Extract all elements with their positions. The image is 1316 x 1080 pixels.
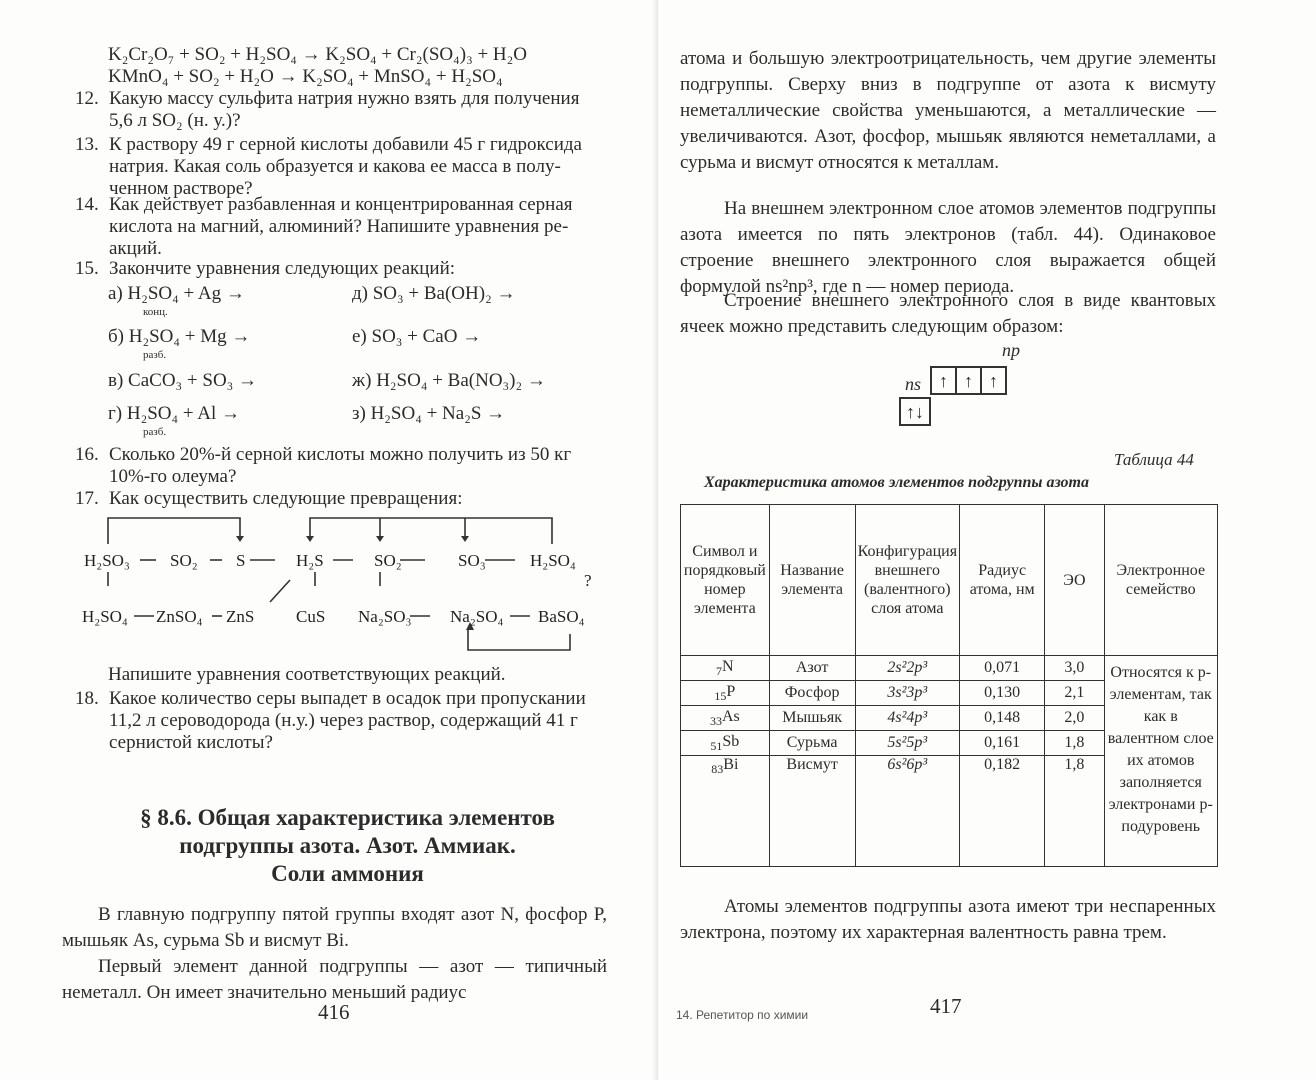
reaction-g: г) H₂SO₄ + Al → [108,403,241,424]
write-equations-note: Напишите уравнения соответствующих реакций. [108,664,506,685]
reaction-a: а) H₂SO₄ + Ag → [108,283,245,304]
exercise-12: 12. Какую массу сульфита натрия нужно взять для получения 5,6 л SO₂ (н. у.)? [75,88,580,131]
reaction-v: в) CaCO₃ + SO₃ → [108,370,258,391]
scheme-row1-5: SO₃ [458,551,486,570]
scheme-arrow-bracket-1 [108,518,240,544]
reaction-a-note: конц. [143,306,168,318]
transformation-scheme [70,510,630,660]
footer-signature: 14. Репетитор по химии [676,1008,809,1022]
reaction-zh: ж) H₂SO₄ + Ba(NO₃)₂ → [352,370,546,391]
cell-radius: 0,071 [960,656,1045,681]
exercise-14: 14. Как действует разбавленная и концентрированная серная кислота на магний, алюминий? Напишите уравнения ре- акций. [75,194,573,259]
page-number-left: 416 [318,1000,350,1024]
scheme-row1-1: SO₂ [170,551,198,570]
np-cell-2: ↑ [955,366,982,395]
cell-eo: 3,0 [1045,656,1104,681]
intro-paragraph-1: В главную подгруппу пятой группы входят азот N, фосфор P, мышьяк As, сурьма Sb и висмут Bi. [62,904,607,951]
scheme-row1-6: H₂SO₄ [530,551,576,570]
exercise-13: 13. К раствору 49 г серной кислоты добавили 45 г гидроксида натрия. Какая соль образуется и какова ее масса в полу- ченном растворе? [75,134,582,199]
scheme-row2-6: BaSO₄ [538,607,585,626]
ns-cell: ↑↓ [899,397,931,426]
cell-config: 4s²4p³ [855,706,960,731]
section-heading: § 8.6. Общая характеристика элементов подгруппы азота. Азот. Аммиак. Соли аммония [140,805,555,886]
reaction-b: б) H₂SO₄ + Mg → [108,326,251,347]
paragraph-electronegativity: атома и большую электроотрицательность, чем другие элементы подгруппы. Сверху вниз в подгруппе от азота к висмуту неметаллические свойства уменьшаются, а металлические — увеличиваются. Азот, фосфор, мышьяк являются неметаллами, а сурьма и висмут относятся к металлам. [680,48,1216,173]
scheme-question: ? [584,571,592,590]
cell-config: 6s²6p³ [855,756,960,867]
header-radius: Радиус атома, нм [960,505,1045,656]
scheme-row2-3: CuS [296,607,326,626]
scheme-row2-4: Na₂SO₃ [358,607,412,626]
cell-symbol: $_{15}$P [681,681,770,706]
np-cell-1: ↑ [930,366,957,395]
paragraph-electron-shell: На внешнем электронном слое атомов элементов подгруппы азота имеется по пять электронов (табл. 44). Одинаковое строение внешнего электронного слоя выражается общей формулой ns²np³, где n — номер периода. [680,198,1216,297]
intro-paragraph-2: Первый элемент данной подгруппы — азот — типичный неметалл. Он имеет значительно меньший радиус [62,956,607,1003]
cell-symbol: $_{83}$Bi [681,756,770,867]
cell-radius: 0,130 [960,681,1045,706]
scheme-arrow-bracket-2 [310,518,552,544]
cell-eo: 1,8 [1045,756,1104,867]
cell-name: Фосфор [769,681,855,706]
reaction-b-note: разб. [143,349,167,361]
scheme-row1-0: H₂SO₃ [84,551,130,570]
cell-symbol: $_7$N [681,656,770,681]
ns-label: ns [905,374,922,394]
cell-symbol: $_{33}$As [681,706,770,731]
cell-name: Висмут [769,756,855,867]
scheme-row2-1: ZnSO₄ [156,607,203,626]
exercise-16: 16. Сколько 20%-й серной кислоты можно получить из 50 кг 10%-го олеума? [75,444,572,487]
table-row [681,656,1218,681]
paragraph-valence: Атомы элементов подгруппы азота имеют три неспаренных электрона, поэтому их характерная валентность равна трем. [680,896,1216,943]
np-label: np [1002,340,1020,360]
equation-permanganate: KMnO₄ + SO₂ + H₂O → K₂SO₄ + MnSO₄ + H₂SO₄ [108,66,503,87]
reaction-e: е) SO₃ + CaO → [352,326,482,347]
table-header-row [681,505,1218,656]
np-cell-3: ↑ [980,366,1007,395]
header-eo: ЭО [1045,505,1104,656]
reaction-d: д) SO₃ + Ba(OH)₂ → [352,283,516,304]
scheme-row1-4: SO₂ [374,551,402,570]
scheme-row2-0: H₂SO₄ [82,607,128,626]
cell-symbol: $_{51}$Sb [681,731,770,756]
cell-eo: 2,1 [1045,681,1104,706]
cell-config: 3s²3p³ [855,681,960,706]
cell-name: Мышьяк [769,706,855,731]
scheme-row2-2: ZnS [226,607,255,626]
header-family: Электронное семейство [1104,505,1217,656]
cell-name: Сурьма [769,731,855,756]
cell-radius: 0,182 [960,756,1045,867]
page-number-right: 417 [930,994,962,1018]
right-page [658,0,1316,1080]
cell-config: 5s²5p³ [855,731,960,756]
scheme-row1-3: H₂S [296,551,324,570]
cell-radius: 0,148 [960,706,1045,731]
header-name: Название элемента [769,505,855,656]
cell-radius: 0,161 [960,731,1045,756]
table-label: Таблица 44 [1114,450,1194,469]
cell-name: Азот [769,656,855,681]
header-symbol: Символ и порядковый номер элемента [681,505,770,656]
cell-family-note: Относятся к p-элементам, так как в валентном слое их атомов заполняется электронами p-подуровень [1104,656,1217,867]
cell-eo: 1,8 [1045,731,1104,756]
header-config: Конфигурация внешнего (валентного) слоя атома [855,505,960,656]
table-caption: Характеристика атомов элементов подгруппы азота [704,474,1089,491]
exercise-17: 17. Как осуществить следующие превращения: [75,488,463,509]
reaction-g-note: разб. [143,426,167,438]
reaction-z: з) H₂SO₄ + Na₂S → [352,403,506,424]
cell-config: 2s²2p³ [855,656,960,681]
paragraph-quantum-cells: Строение внешнего электронного слоя в виде квантовых ячеек можно представить следующим образом: [680,290,1216,337]
scheme-row2-5: Na₂SO₄ [450,607,504,626]
elements-table [680,504,1218,867]
exercise-18: 18. Какое количество серы выпадет в осадок при пропускании 11,2 л сероводорода (н.у.) через раствор, содержащий 41 г сернистой кислоты? [75,688,586,753]
equation-dichromate: K₂Cr₂O₇ + SO₂ + H₂SO₄ → K₂SO₄ + Cr₂(SO₄)₃ + H₂O [108,44,527,65]
scheme-row1-2: S [236,551,246,570]
exercise-15: 15. Закончите уравнения следующих реакций: [75,258,456,279]
cell-eo: 2,0 [1045,706,1104,731]
